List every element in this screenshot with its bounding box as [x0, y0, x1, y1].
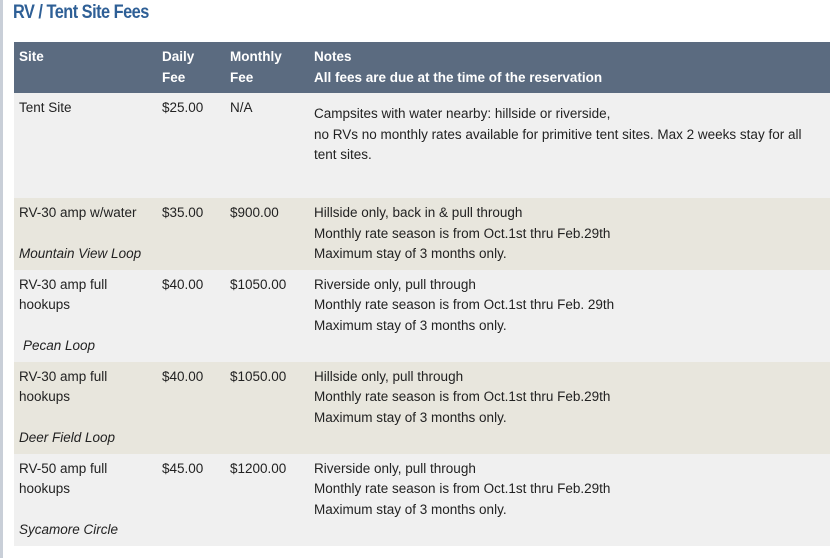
daily-fee-cell — [157, 270, 225, 362]
header-notes-label: Notes — [314, 49, 352, 64]
daily-fee: $25.00 — [162, 100, 204, 115]
notes-line: Maximum stay of 3 months only. — [314, 317, 507, 333]
monthly-fee: N/A — [230, 100, 253, 115]
header-daily-fee — [157, 42, 225, 93]
monthly-fee-cell — [225, 454, 309, 546]
site-cell — [14, 93, 157, 198]
daily-fee-cell — [157, 362, 225, 454]
monthly-fee: $1050.00 — [230, 368, 287, 384]
page-title: RV / Tent Site Fees — [13, 2, 149, 23]
notes-line: Monthly rate season is from Oct.1st thru Feb. 29th — [314, 297, 615, 312]
spacer — [19, 408, 152, 429]
loop-name: Pecan Loop — [23, 338, 96, 353]
notes-line: Maximum stay of 3 months only. — [314, 501, 507, 517]
monthly-fee-cell — [225, 93, 309, 198]
daily-fee-cell — [157, 198, 225, 270]
site-cell — [14, 198, 157, 270]
header-notes-subtitle: All fees are due at the time of the reservation — [314, 69, 603, 85]
daily-fee-cell — [157, 93, 225, 198]
notes-cell — [309, 270, 830, 362]
loop-name: Mountain View Loop — [19, 246, 142, 261]
notes-cell — [309, 198, 830, 270]
notes-line: Monthly rate season is from Oct.1st thru Feb.29th — [314, 225, 611, 241]
notes-line: Monthly rate season is from Oct.1st thru Feb.29th — [314, 389, 611, 404]
notes-line: Hillside only, back in & pull through — [314, 205, 523, 220]
spacer — [19, 500, 152, 521]
header-daily-label-2: Fee — [162, 69, 186, 85]
site-name: RV-50 amp full hookups — [19, 460, 108, 496]
table-header-row — [14, 42, 830, 93]
site-name: RV-30 amp w/water — [19, 205, 137, 220]
notes-line: Maximum stay of 3 months only. — [314, 246, 507, 261]
spacer — [19, 316, 152, 337]
monthly-fee-cell — [225, 198, 309, 270]
header-daily-label: Daily — [162, 49, 195, 64]
header-site-label: Site — [19, 49, 44, 64]
left-border — [0, 0, 3, 558]
site-name: Tent Site — [19, 100, 72, 115]
notes-cell — [309, 93, 830, 198]
monthly-fee-cell — [225, 362, 309, 454]
site-cell — [14, 362, 157, 454]
site-cell — [14, 270, 157, 362]
header-site — [14, 42, 157, 93]
notes-line: Monthly rate season is from Oct.1st thru Feb.29th — [314, 481, 611, 496]
notes-line: Riverside only, pull through — [314, 460, 476, 476]
daily-fee-cell — [157, 454, 225, 546]
spacer — [19, 224, 152, 245]
notes-line: Riverside only, pull through — [314, 276, 476, 292]
table-row — [14, 362, 830, 454]
notes-cell — [309, 454, 830, 546]
loop-name: Sycamore Circle — [19, 522, 119, 537]
site-name: RV-30 amp full hookups — [19, 276, 108, 312]
daily-fee: $35.00 — [162, 205, 204, 220]
notes-line: no RVs no monthly rates available for primitive tent sites. Max 2 weeks stay for all tent sites. — [314, 126, 802, 162]
notes-line: Hillside only, pull through — [314, 368, 464, 384]
table-row — [14, 454, 830, 546]
notes-cell — [309, 362, 830, 454]
notes-line: Campsites with water nearby: hillside or riverside, — [314, 106, 611, 121]
daily-fee: $40.00 — [162, 276, 204, 292]
daily-fee: $45.00 — [162, 460, 204, 476]
table-row — [14, 198, 830, 270]
monthly-fee-cell — [225, 270, 309, 362]
header-monthly-fee — [225, 42, 309, 93]
monthly-fee: $900.00 — [230, 205, 279, 220]
header-monthly-label-2: Fee — [230, 69, 254, 85]
fees-table — [14, 42, 830, 546]
loop-name: Deer Field Loop — [19, 430, 116, 445]
notes-line: Maximum stay of 3 months only. — [314, 409, 507, 425]
site-name: RV-30 amp full hookups — [19, 368, 108, 404]
daily-fee: $40.00 — [162, 368, 204, 384]
monthly-fee: $1050.00 — [230, 276, 287, 292]
table-row — [14, 270, 830, 362]
table-row — [14, 93, 830, 198]
monthly-fee: $1200.00 — [230, 460, 287, 476]
site-cell — [14, 454, 157, 546]
header-notes — [309, 42, 830, 93]
header-monthly-label: Monthly — [230, 49, 282, 64]
